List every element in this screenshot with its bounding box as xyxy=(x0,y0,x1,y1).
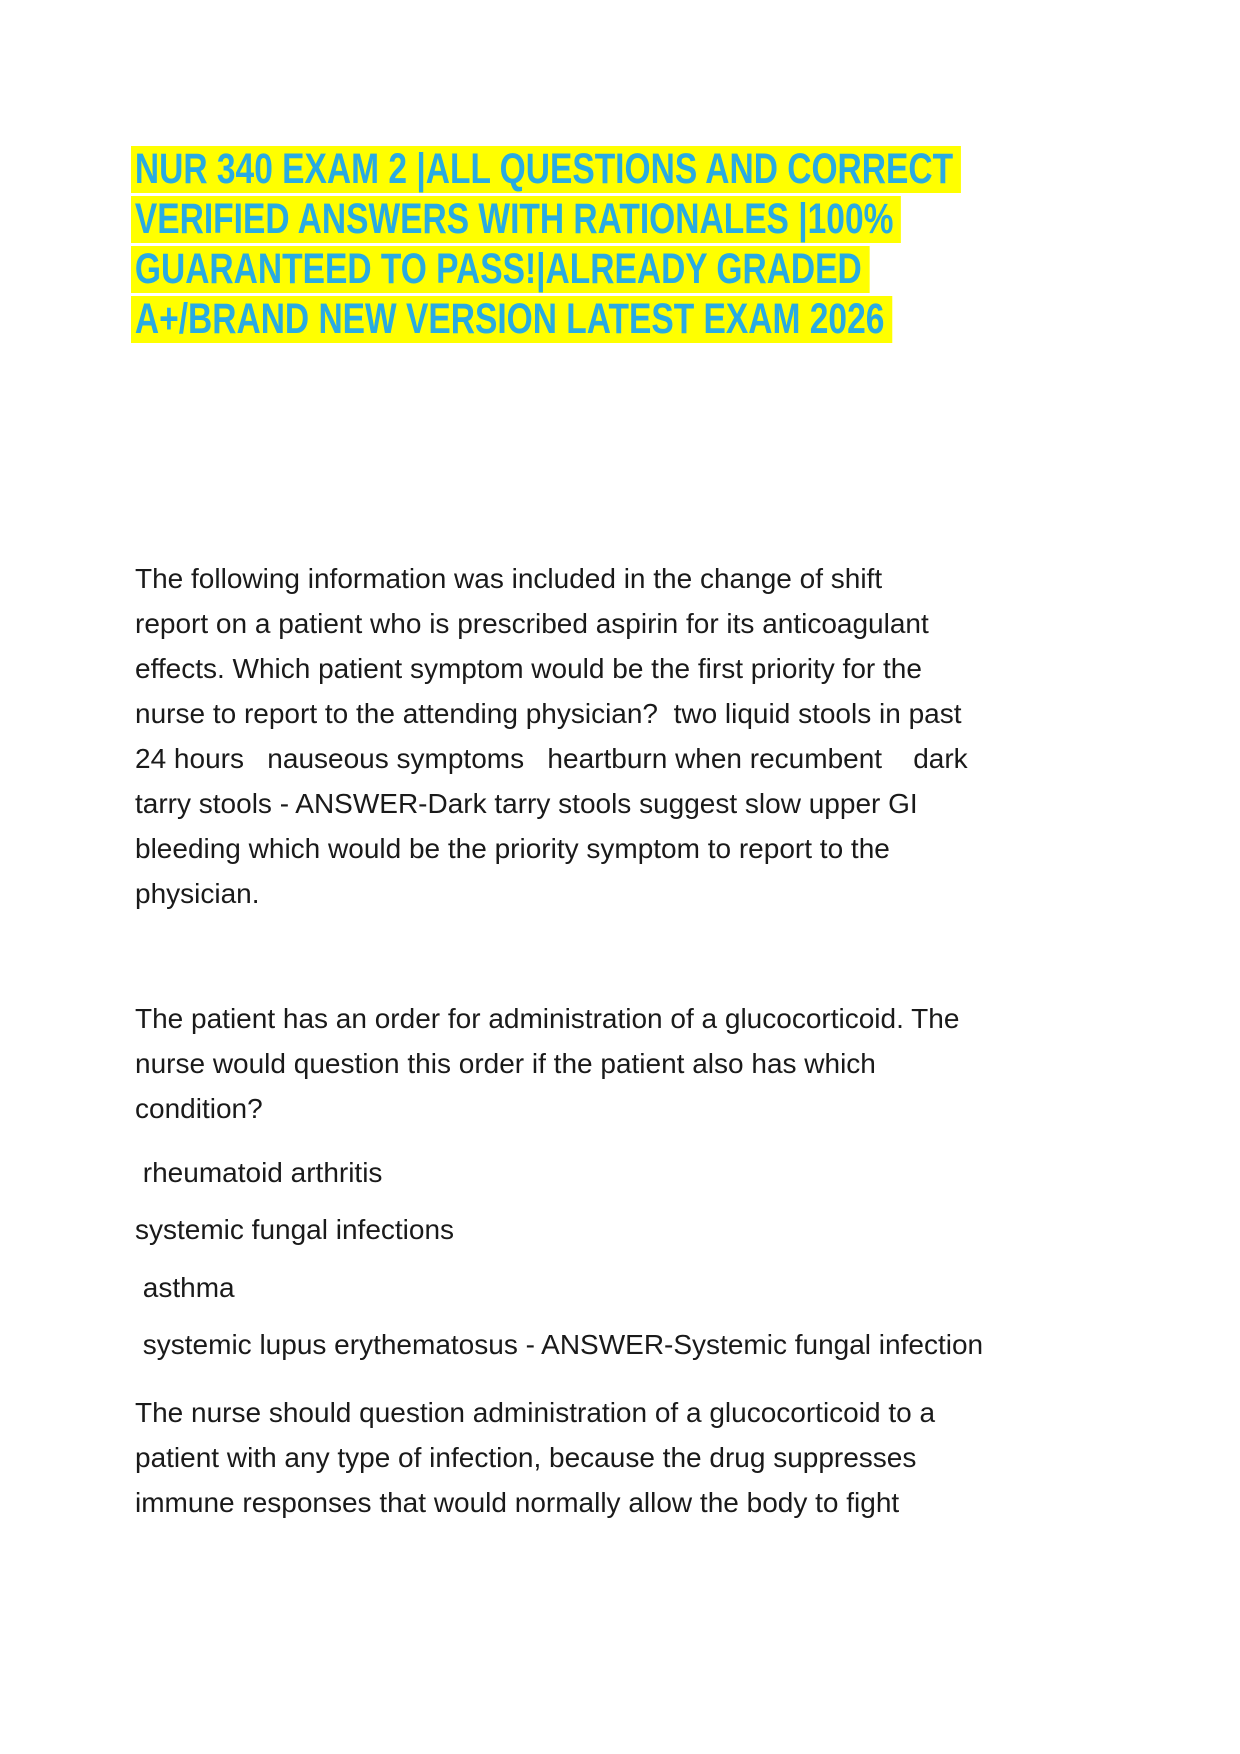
text-line: The patient has an order for administration of a glucocorticoid. The xyxy=(135,1003,960,1034)
text-line: patient with any type of infection, because the drug suppresses xyxy=(135,1442,917,1473)
title-highlighted-text: A+/BRAND NEW VERSION LATEST EXAM 2026 xyxy=(131,296,892,343)
document-title xyxy=(131,146,961,346)
title-line xyxy=(131,296,961,346)
text-line: 24 hours nauseous symptoms heartburn when recumbent dark xyxy=(135,743,968,774)
text-line: physician. xyxy=(135,878,260,909)
option-text: asthma xyxy=(135,1272,235,1303)
question-1-paragraph xyxy=(135,556,968,916)
question-2-option xyxy=(135,1150,382,1195)
question-2-option xyxy=(135,1207,454,1252)
question-2-rationale-paragraph xyxy=(135,1390,935,1525)
question-2-option-with-answer xyxy=(135,1322,983,1367)
title-highlighted-text: VERIFIED ANSWERS WITH RATIONALES |100% xyxy=(131,196,901,243)
text-line: nurse to report to the attending physician? two liquid stools in past xyxy=(135,698,962,729)
question-2-option xyxy=(135,1265,235,1310)
title-line xyxy=(131,196,961,246)
text-line: immune responses that would normally allow the body to fight xyxy=(135,1487,900,1518)
option-text: rheumatoid arthritis xyxy=(135,1157,383,1188)
text-line: report on a patient who is prescribed aspirin for its anticoagulant xyxy=(135,608,929,639)
text-line: tarry stools - ANSWER-Dark tarry stools suggest slow upper GI xyxy=(135,788,918,819)
text-line: effects. Which patient symptom would be the first priority for the xyxy=(135,653,922,684)
text-line: The following information was included in the change of shift xyxy=(135,563,883,594)
text-line: condition? xyxy=(135,1093,263,1124)
title-line xyxy=(131,246,961,296)
option-text: systemic fungal infections xyxy=(135,1214,455,1245)
text-line: nurse would question this order if the patient also has which xyxy=(135,1048,876,1079)
title-highlighted-text: GUARANTEED TO PASS!|ALREADY GRADED xyxy=(131,246,870,293)
text-line: The nurse should question administration of a glucocorticoid to a xyxy=(135,1397,936,1428)
title-highlighted-text: NUR 340 EXAM 2 |ALL QUESTIONS AND CORRECT xyxy=(131,146,961,193)
question-2-paragraph xyxy=(135,996,959,1131)
text-line: bleeding which would be the priority symptom to report to the xyxy=(135,833,890,864)
option-text: systemic lupus erythematosus - ANSWER-Systemic fungal infection xyxy=(135,1329,984,1360)
title-line xyxy=(131,146,961,196)
